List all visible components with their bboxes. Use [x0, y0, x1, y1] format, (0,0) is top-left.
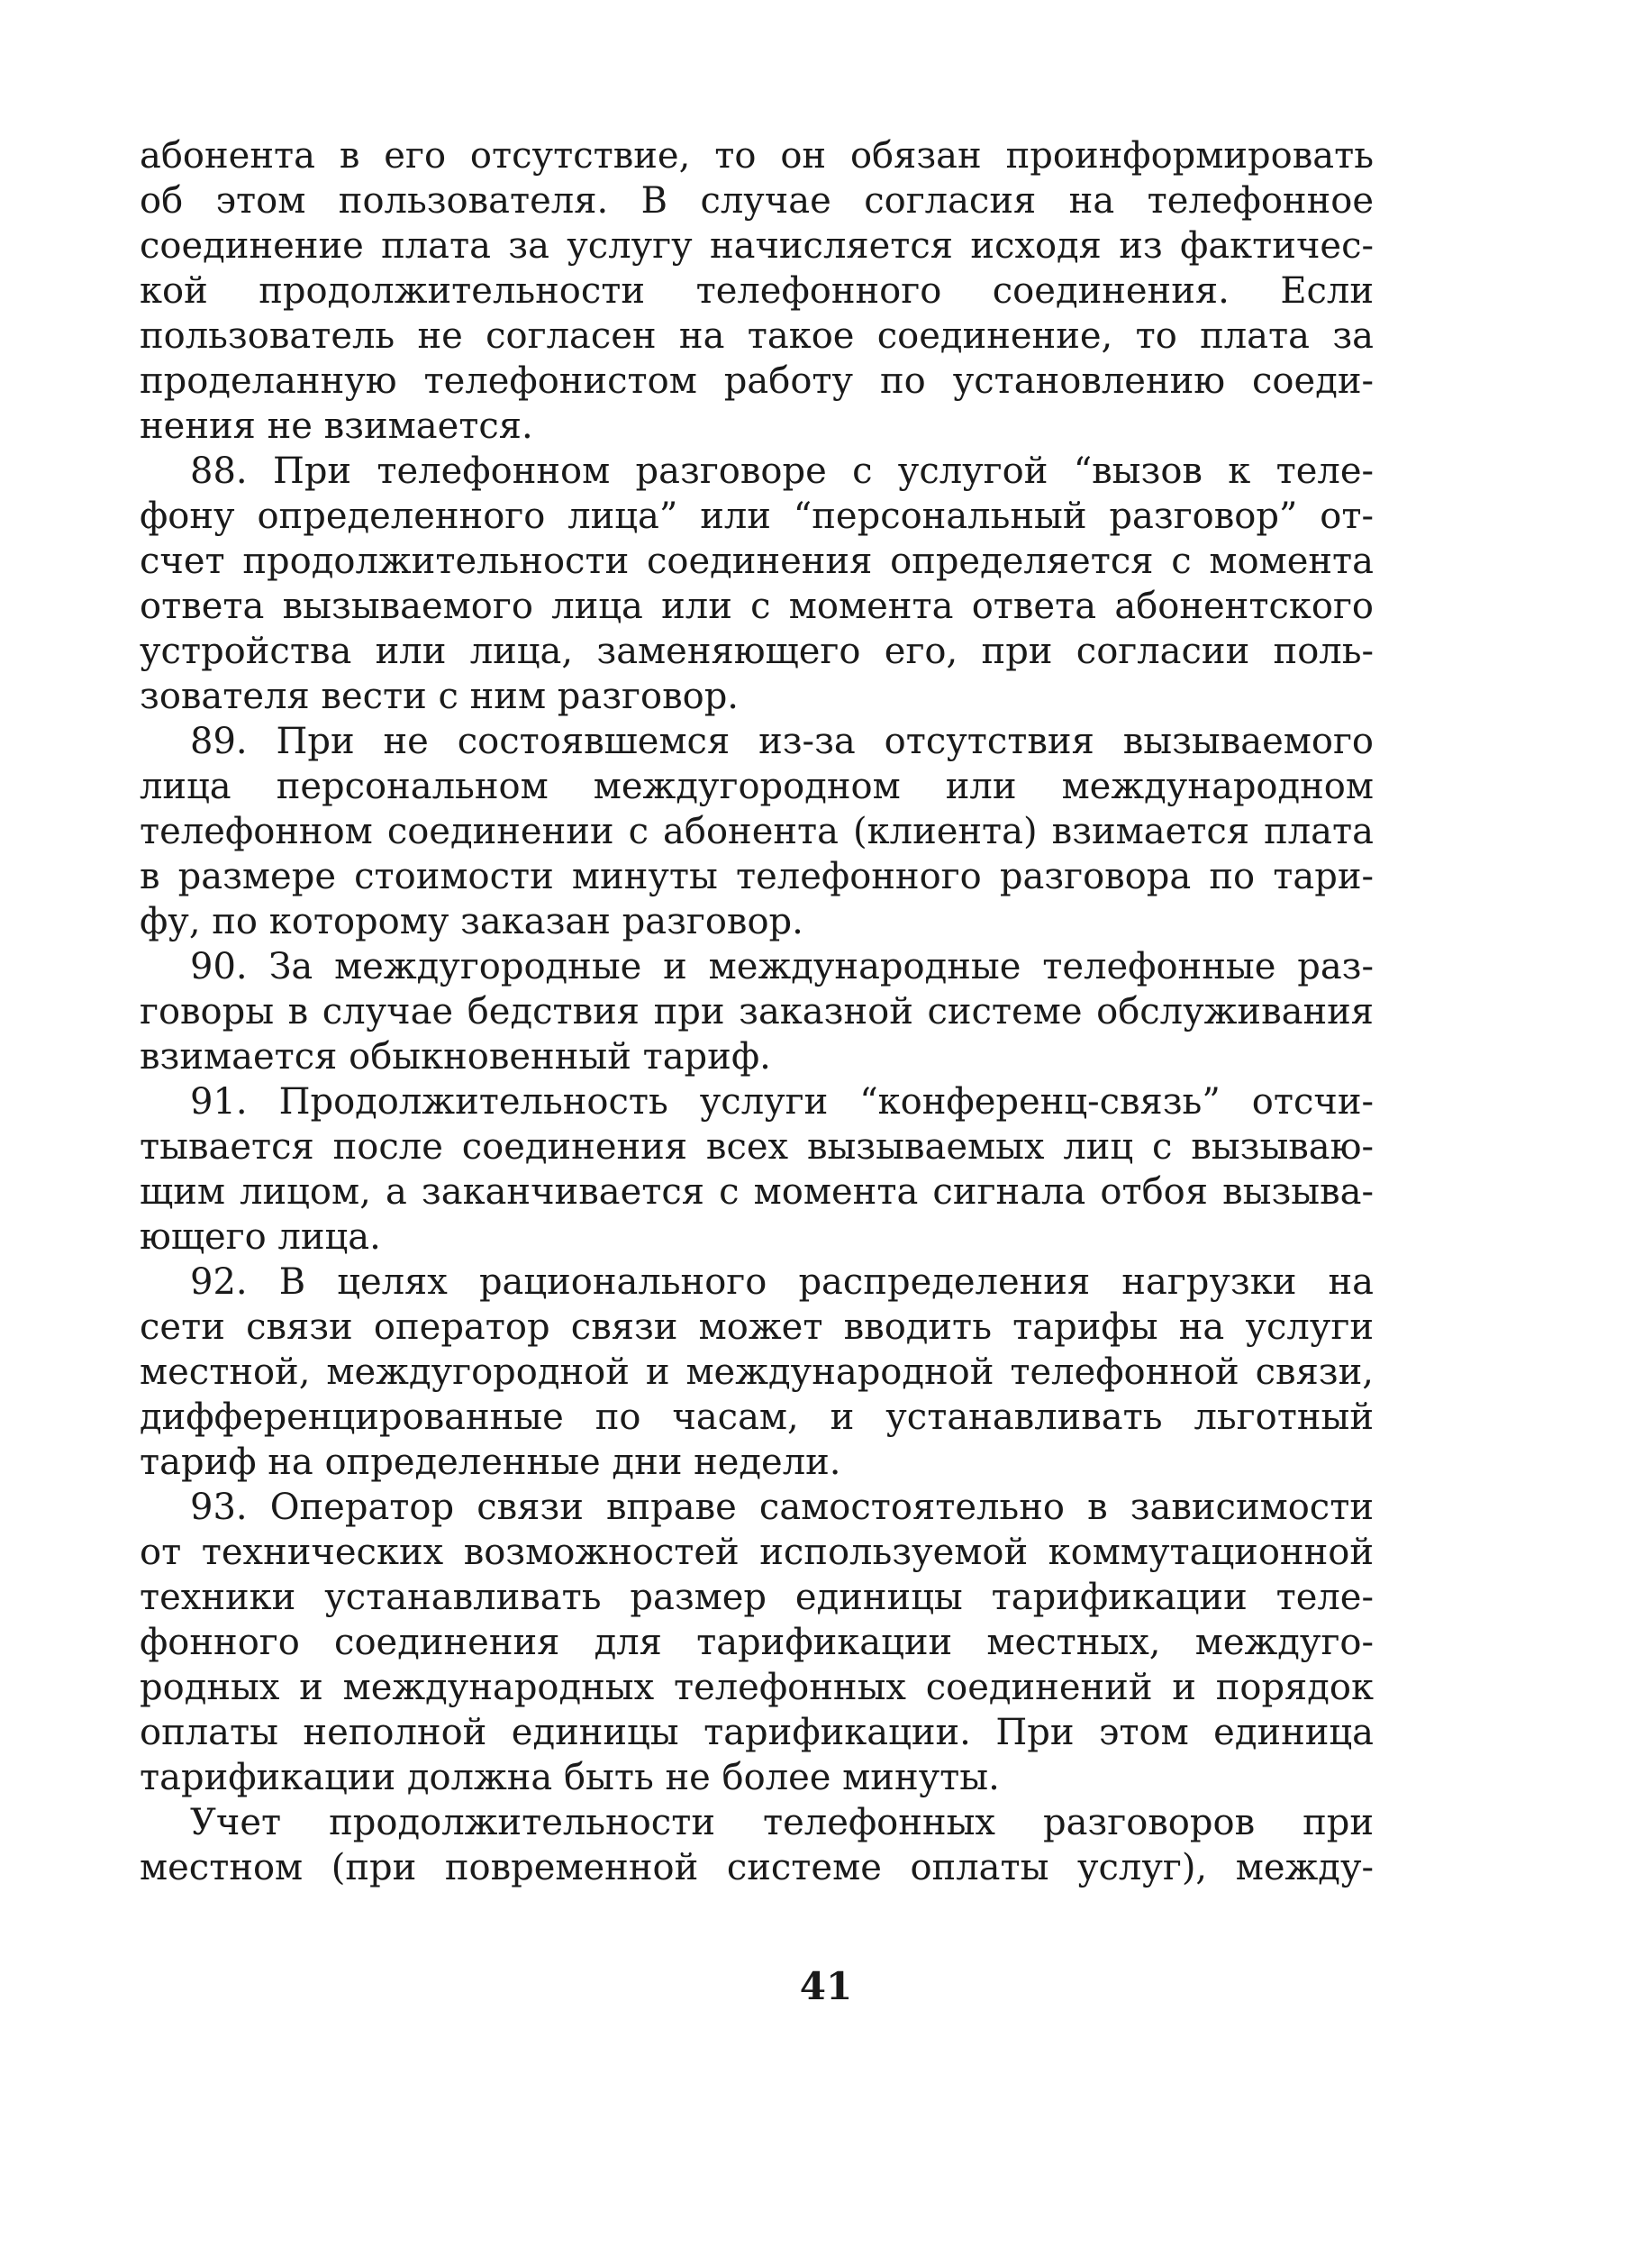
text-line: об этом пользователя. В случае согласия на телефонное: [140, 180, 1374, 222]
text-line: местной, междугородной и международной телефонной связи,: [140, 1351, 1374, 1393]
text-line: соединение плата за услугу начисляется исходя из фактичес-: [140, 225, 1374, 267]
text-line: телефонном соединении с абонента (клиента) взимается плата: [140, 811, 1374, 852]
text-line: техники устанавливать размер единицы тарификации теле-: [140, 1577, 1374, 1618]
page-number: 41: [799, 1964, 853, 2008]
text-line: тарификации должна быть не более минуты.: [140, 1757, 1000, 1798]
text-line: нения не взимается.: [140, 405, 533, 447]
text-line: проделанную телефонистом работу по установлению соеди-: [140, 360, 1374, 402]
text-line: местном (при повременной системе оплаты услуг), между-: [140, 1847, 1374, 1888]
text-line: ющего лица.: [140, 1216, 381, 1258]
text-line: от технических возможностей используемой коммутационной: [140, 1532, 1374, 1573]
text-line: счет продолжительности соединения определяется с момента: [140, 541, 1374, 582]
text-line: устройства или лица, заменяющего его, при согласии поль-: [140, 631, 1374, 672]
text-line: ответа вызываемого лица или с момента ответа абонентского: [140, 586, 1374, 627]
text-line: говоры в случае бедствия при заказной системе обслуживания: [140, 991, 1374, 1033]
body-text: [140, 133, 1374, 1890]
text-line: сети связи оператор связи может вводить тарифы на услуги: [140, 1306, 1374, 1348]
text-line: в размере стоимости минуты телефонного разговора по тари-: [140, 856, 1374, 897]
text-line: зователя вести с ним разговор.: [140, 676, 740, 717]
text-line: 88. При телефонном разговоре с услугой “вызов к теле-: [190, 450, 1374, 492]
text-line: 91. Продолжительность услуги “конференц-связь” отсчи-: [190, 1081, 1374, 1123]
text-line: 90. За междугородные и международные телефонные раз-: [190, 946, 1374, 987]
text-line: Учет продолжительности телефонных разговоров при: [190, 1802, 1374, 1843]
text-line: фонного соединения для тарификации местных, междуго-: [140, 1622, 1374, 1663]
text-line: щим лицом, а заканчивается с момента сигнала отбоя вызыва-: [140, 1171, 1374, 1213]
text-line: тывается после соединения всех вызываемых лиц с вызываю-: [140, 1126, 1374, 1168]
text-line: дифференцированные по часам, и устанавливать льготный: [140, 1396, 1374, 1438]
text-line: взимается обыкновенный тариф.: [140, 1036, 771, 1078]
text-line: оплаты неполной единицы тарификации. При этом единица: [140, 1712, 1374, 1753]
text-line: 92. В целях рационального распределения нагрузки на: [190, 1261, 1374, 1303]
text-line: тариф на определенные дни недели.: [140, 1442, 841, 1483]
text-line: фу, по которому заказан разговор.: [140, 901, 803, 942]
text-line: кой продолжительности телефонного соединения. Если: [140, 270, 1374, 312]
text-line: абонента в его отсутствие, то он обязан проинформировать: [140, 135, 1374, 177]
text-line: лица персональном междугородном или международном: [140, 766, 1374, 807]
text-line: 89. При не состоявшемся из-за отсутствия вызываемого: [190, 721, 1374, 762]
text-line: 93. Оператор связи вправе самостоятельно в зависимости: [190, 1487, 1374, 1528]
text-line: фону определенного лица” или “персональный разговор” от-: [140, 496, 1374, 537]
text-line: родных и международных телефонных соединений и порядок: [140, 1667, 1374, 1708]
text-line: пользователь не согласен на такое соединение, то плата за: [140, 315, 1374, 357]
